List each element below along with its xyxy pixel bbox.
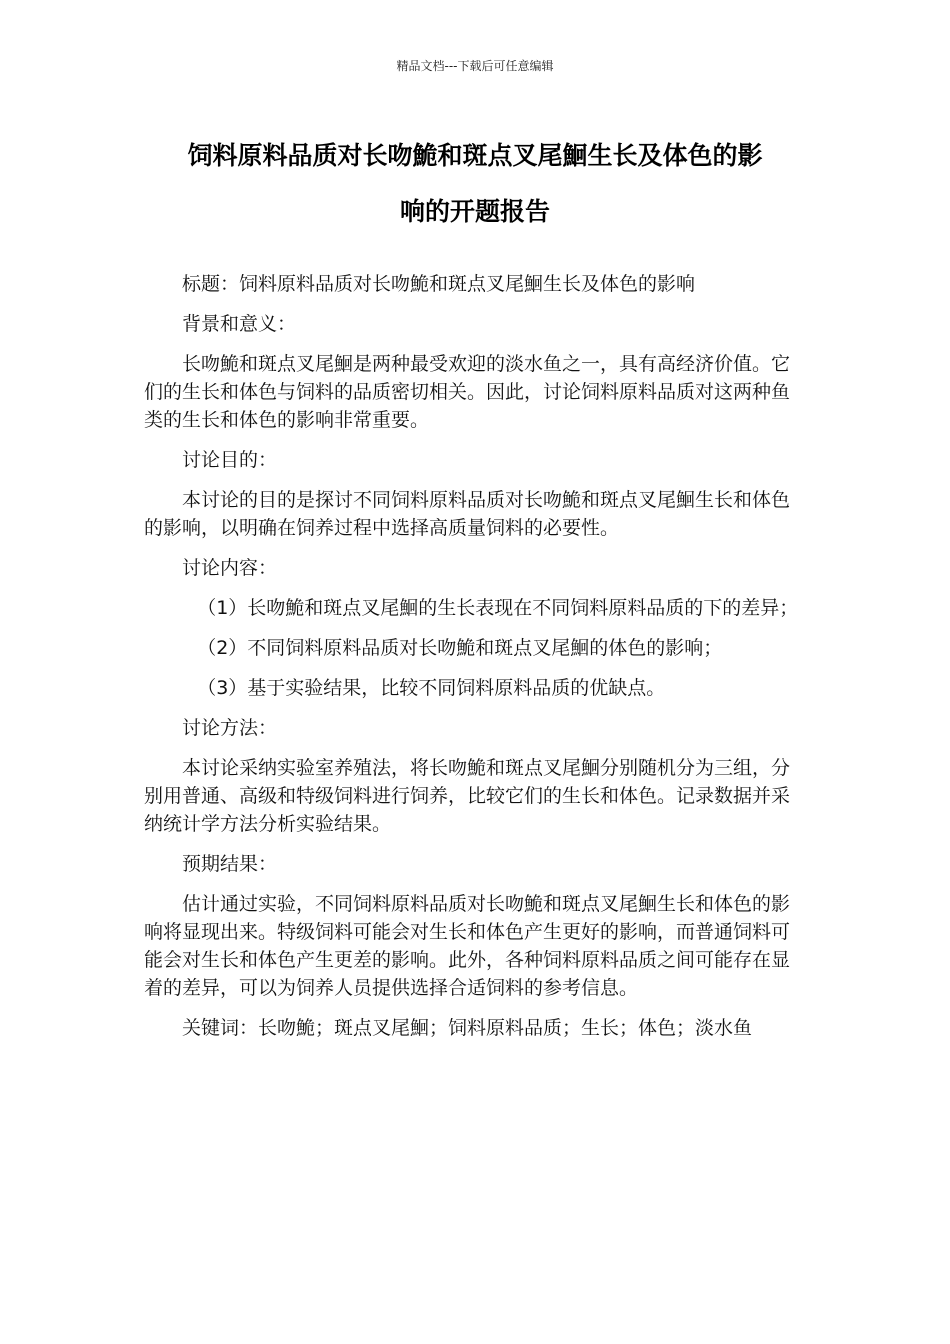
document-title — [140, 128, 810, 240]
section-heading-expected: 预期结果： — [182, 853, 278, 875]
section-heading-method: 讨论方法： — [182, 717, 278, 739]
document-title-line-1: 饲料原料品质对长吻鮠和斑点叉尾鮰生长及体色的影 — [187, 141, 763, 170]
document-title-line-2: 响的开题报告 — [399, 197, 550, 226]
paragraph-purpose: 本讨论的目的是探讨不同饲料原料品质对长吻鮠和斑点叉尾鮰生长和体色的影响，以明确在饲养过程中选择高质量饲料的必要性。 — [144, 489, 791, 539]
content-item-3: （3）基于实验结果，比较不同饲料原料品质的优缺点。 — [197, 677, 666, 699]
paragraph-keywords: 关键词：长吻鮠；斑点叉尾鮰；饲料原料品质；生长；体色；淡水鱼 — [182, 1017, 753, 1039]
paragraph-background: 长吻鮠和斑点叉尾鮰是两种最受欢迎的淡水鱼之一，具有高经济价值。它们的生长和体色与饲料的品质密切相关。因此，讨论饲料原料品质对这两种鱼类的生长和体色的影响非常重要。 — [144, 353, 791, 431]
paragraph-expected: 估计通过实验，不同饲料原料品质对长吻鮠和斑点叉尾鮰生长和体色的影响将显现出来。特级饲料可能会对生长和体色产生更好的影响，而普通饲料可能会对生长和体色产生更差的影响。此外，各种饲料原料品质之间可能存在显着的差异，可以为饲养人员提供选择合适饲料的参考信息。 — [144, 893, 791, 999]
content-item-2: （2）不同饲料原料品质对长吻鮠和斑点叉尾鮰的体色的影响； — [197, 637, 723, 659]
paragraph-method: 本讨论采纳实验室养殖法，将长吻鮠和斑点叉尾鮰分别随机分为三组，分别用普通、高级和特级饲料进行饲养，比较它们的生长和体色。记录数据并采纳统计学方法分析实验结果。 — [144, 757, 791, 835]
document-body — [144, 270, 806, 1054]
content-item-1: （1）长吻鮠和斑点叉尾鮰的生长表现在不同饲料原料品质的下的差异； — [197, 597, 799, 619]
section-heading-background: 背景和意义： — [182, 313, 297, 335]
section-heading-content: 讨论内容： — [182, 557, 278, 579]
section-heading-purpose: 讨论目的： — [182, 449, 278, 471]
header-note: 精品文档---下载后可任意编辑 — [396, 59, 554, 73]
paragraph-title-line: 标题：饲料原料品质对长吻鮠和斑点叉尾鮰生长及体色的影响 — [182, 273, 696, 295]
